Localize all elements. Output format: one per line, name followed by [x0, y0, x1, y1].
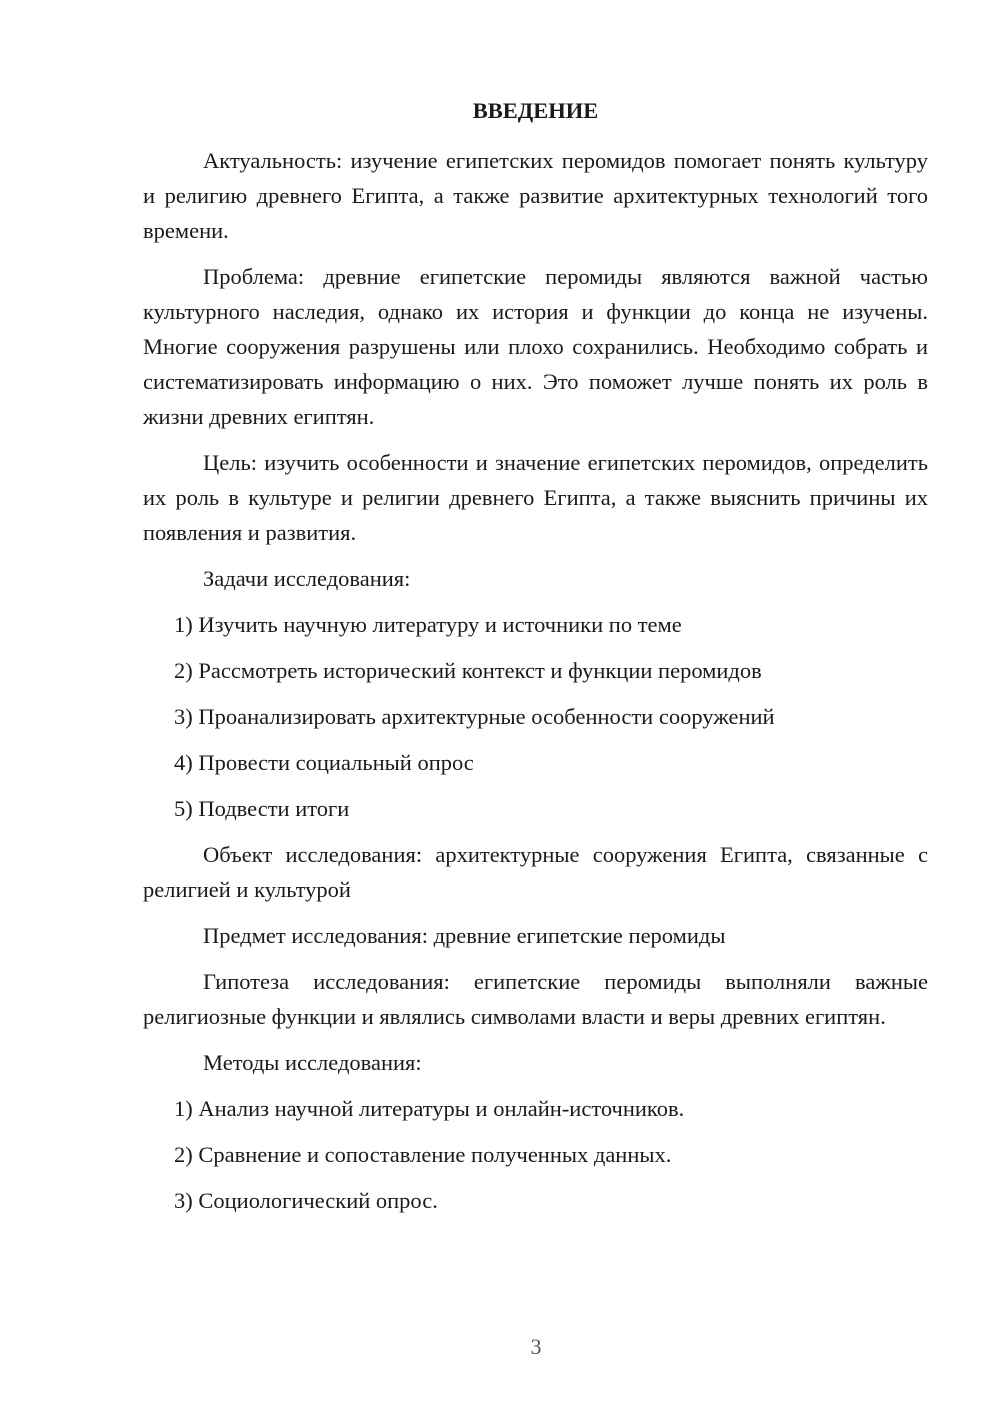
relevance-paragraph: Актуальность: изучение египетских перомидов помогает понять культуру и религию древнего Египта, а также развитие архитектурных технологий того времени. — [143, 148, 928, 243]
task-item: 4) Провести социальный опрос — [174, 750, 474, 775]
task-item: 5) Подвести итоги — [174, 796, 350, 821]
page-content — [143, 96, 928, 1229]
task-item: 2) Рассмотреть исторический контекст и функции перомидов — [174, 658, 762, 683]
hypothesis-paragraph: Гипотеза исследования: египетские перомиды выполняли важные религиозные функции и являлись символами власти и веры древних египтян. — [143, 969, 928, 1029]
subject-paragraph: Предмет исследования: древние египетские перомиды — [203, 923, 726, 948]
method-item: 1) Анализ научной литературы и онлайн-источников. — [174, 1096, 685, 1121]
methods-list — [143, 1091, 928, 1218]
goal-paragraph: Цель: изучить особенности и значение египетских перомидов, определить их роль в культуре и религии древнего Египта, а также выяснить причины их появления и развития. — [143, 450, 928, 545]
task-item: 3) Проанализировать архитектурные особенности сооружений — [174, 704, 775, 729]
problem-paragraph: Проблема: древние египетские перомиды являются важной частью культурного наследия, однако их история и функции до конца не изучены. Многие сооружения разрушены или плохо сохранились. Необходимо собрать и систематизировать информацию о них. Это поможет лучше понять их роль в жизни древних египтян. — [143, 264, 928, 429]
methods-heading: Методы исследования: — [203, 1050, 422, 1075]
object-paragraph: Объект исследования: архитектурные сооружения Египта, связанные с религией и культурой — [143, 842, 928, 902]
task-item: 1) Изучить научную литературу и источники по теме — [174, 612, 682, 637]
method-item: 2) Сравнение и сопоставление полученных данных. — [174, 1142, 672, 1167]
tasks-list — [143, 607, 928, 826]
page-title: ВВЕДЕНИЕ — [472, 98, 599, 123]
page-number: 3 — [530, 1334, 542, 1359]
tasks-heading: Задачи исследования: — [203, 566, 411, 591]
method-item: 3) Социологический опрос. — [174, 1188, 438, 1213]
page-number-footer — [0, 1332, 1000, 1362]
